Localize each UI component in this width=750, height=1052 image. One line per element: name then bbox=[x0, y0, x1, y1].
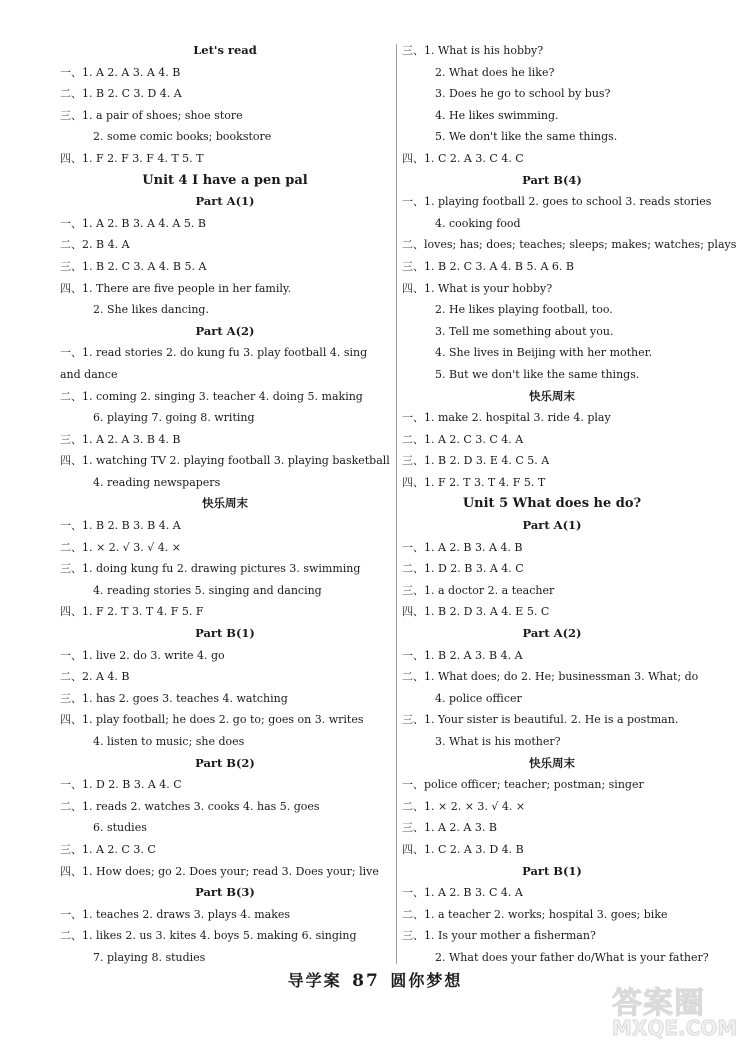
answer-line: 二、1. reads 2. watches 3. cooks 4. has 5. goes bbox=[60, 799, 320, 813]
answer-line: 一、1. make 2. hospital 3. ride 4. play bbox=[402, 411, 611, 425]
answer-line: 四、1. How does; go 2. Does your; read 3. Does your; live bbox=[60, 864, 379, 878]
section-heading: Part B(4) bbox=[522, 172, 582, 187]
answer-line: 5. But we don't like the same things. bbox=[435, 367, 640, 381]
answer-line: 一、1. B 2. B 3. B 4. A bbox=[60, 519, 181, 533]
answer-line: 三、1. What is his hobby? bbox=[402, 44, 544, 57]
section-heading: Part B(3) bbox=[195, 885, 255, 900]
answer-line: 一、1. read stories 2. do kung fu 3. play football 4. sing bbox=[60, 346, 368, 360]
answer-line: 4. She lives in Beijing with her mother. bbox=[435, 346, 653, 360]
answer-line: 二、1. A 2. C 3. C 4. A bbox=[402, 432, 524, 446]
answer-line: 一、1. A 2. B 3. A 4. B bbox=[402, 540, 523, 554]
section-heading: 快乐周末 bbox=[529, 755, 575, 770]
watermark-bottom-text: MXQE.COM bbox=[612, 1016, 738, 1040]
answer-line: 一、1. A 2. A 3. A 4. B bbox=[60, 65, 181, 79]
left-answer-column bbox=[60, 40, 390, 969]
answer-line: 二、1. likes 2. us 3. kites 4. boys 5. making 6. singing bbox=[60, 929, 357, 943]
answer-line: 四、1. What is your hobby? bbox=[402, 281, 553, 295]
answer-line: 二、1. What does; do 2. He; businessman 3. What; do bbox=[402, 670, 699, 684]
answer-line: 二、1. D 2. B 3. A 4. C bbox=[402, 562, 524, 576]
answer-line: 3. What is his mother? bbox=[435, 735, 561, 748]
section-heading: 快乐周末 bbox=[202, 496, 248, 511]
answer-line: 2. He likes playing football, too. bbox=[435, 303, 613, 317]
answer-line: 2. What does your father do/What is your father? bbox=[435, 950, 709, 964]
right-answer-column bbox=[402, 40, 737, 969]
watermark-logo bbox=[612, 978, 738, 1044]
answer-line: 一、1. D 2. B 3. A 4. C bbox=[60, 778, 182, 792]
answer-line: 一、1. playing football 2. goes to school 3. reads stories bbox=[402, 195, 712, 209]
answer-line: 4. police officer bbox=[435, 691, 522, 705]
section-heading: Part B(2) bbox=[195, 755, 255, 770]
section-heading: Part A(2) bbox=[522, 626, 582, 641]
answer-line: 4. reading stories 5. singing and dancing bbox=[93, 583, 322, 597]
answer-line: 三、1. Is your mother a fisherman? bbox=[402, 929, 596, 943]
answer-line: 四、1. F 2. T 3. T 4. F 5. T bbox=[402, 475, 546, 489]
answer-line: 二、1. B 2. C 3. D 4. A bbox=[60, 87, 182, 101]
answer-line: 一、1. live 2. do 3. write 4. go bbox=[60, 648, 225, 662]
section-heading: Part B(1) bbox=[195, 626, 255, 641]
answer-line: 三、1. A 2. A 3. B bbox=[402, 821, 497, 835]
answer-line: 二、1. × 2. × 3. √ 4. × bbox=[402, 799, 526, 813]
unit-title: Unit 4 I have a pen pal bbox=[142, 172, 308, 188]
answer-line: 二、1. coming 2. singing 3. teacher 4. doing 5. making bbox=[60, 389, 363, 403]
answer-line: 5. We don't like the same things. bbox=[435, 130, 618, 144]
answer-line: 三、1. doing kung fu 2. drawing pictures 3. swimming bbox=[60, 562, 361, 576]
section-heading: Part B(1) bbox=[522, 863, 582, 878]
footer-brand-left: 导学案 bbox=[287, 971, 342, 990]
section-heading: 快乐周末 bbox=[529, 388, 575, 403]
footer-brand-right: 圆你梦想 bbox=[390, 971, 463, 990]
answer-line: 2. What does he like? bbox=[435, 65, 555, 79]
column-divider bbox=[396, 44, 397, 964]
answer-line: 四、1. C 2. A 3. D 4. B bbox=[402, 842, 524, 856]
answer-line: 3. Tell me something about you. bbox=[435, 324, 614, 338]
answer-line: 四、1. F 2. F 3. F 4. T 5. T bbox=[60, 151, 204, 165]
answer-line: and dance bbox=[60, 367, 118, 381]
answer-line: 三、1. B 2. C 3. A 4. B 5. A 6. B bbox=[402, 259, 574, 273]
answer-line: 4. listen to music; she does bbox=[93, 735, 245, 748]
answer-line: 三、1. B 2. D 3. E 4. C 5. A bbox=[402, 454, 550, 468]
section-heading: Part A(2) bbox=[195, 323, 255, 338]
answer-line: 三、1. a doctor 2. a teacher bbox=[402, 583, 555, 597]
answer-line: 4. cooking food bbox=[435, 216, 521, 230]
answer-line: 二、2. B 4. A bbox=[60, 238, 130, 252]
answer-line: 二、1. × 2. √ 3. √ 4. × bbox=[60, 540, 181, 554]
answer-line: 一、1. teaches 2. draws 3. plays 4. makes bbox=[60, 907, 291, 921]
answer-line: 二、1. a teacher 2. works; hospital 3. goes; bike bbox=[402, 907, 668, 921]
answer-line: 4. reading newspapers bbox=[93, 475, 221, 489]
answer-line: 3. Does he go to school by bus? bbox=[435, 87, 611, 101]
answer-line: 三、1. A 2. A 3. B 4. B bbox=[60, 432, 181, 446]
answer-line: 一、1. A 2. B 3. A 4. A 5. B bbox=[60, 216, 206, 230]
answer-line: 2. She likes dancing. bbox=[93, 303, 209, 317]
section-heading: Part A(1) bbox=[195, 194, 255, 209]
section-heading: Part A(1) bbox=[522, 518, 582, 533]
section-heading: Let's read bbox=[193, 43, 257, 57]
answer-line: 四、1. play football; he does 2. go to; goes on 3. writes bbox=[60, 713, 364, 727]
answer-line: 2. some comic books; bookstore bbox=[93, 130, 272, 144]
watermark-top-text: 答案圈 bbox=[612, 986, 705, 1021]
answer-line: 四、1. B 2. D 3. A 4. E 5. C bbox=[402, 605, 550, 619]
answer-line: 四、1. watching TV 2. playing football 3. playing basketball bbox=[60, 454, 390, 468]
answer-line: 6. studies bbox=[93, 821, 147, 835]
answer-line: 四、1. F 2. T 3. T 4. F 5. F bbox=[60, 605, 204, 619]
answer-line: 7. playing 8. studies bbox=[93, 950, 206, 964]
page-number: 87 bbox=[352, 971, 380, 991]
answer-line: 四、1. C 2. A 3. C 4. C bbox=[402, 151, 524, 165]
answer-line: 一、police officer; teacher; postman; singer bbox=[402, 778, 644, 792]
answer-line: 6. playing 7. going 8. writing bbox=[93, 411, 255, 425]
answer-line: 三、1. has 2. goes 3. teaches 4. watching bbox=[60, 691, 288, 705]
answer-line: 4. He likes swimming. bbox=[435, 108, 559, 122]
answer-line: 一、1. B 2. A 3. B 4. A bbox=[402, 648, 523, 662]
answer-line: 三、1. B 2. C 3. A 4. B 5. A bbox=[60, 259, 207, 273]
answer-line: 二、2. A 4. B bbox=[60, 670, 130, 684]
answer-line: 三、1. Your sister is beautiful. 2. He is a postman. bbox=[402, 713, 679, 727]
answer-line: 二、loves; has; does; teaches; sleeps; makes; watches; plays bbox=[402, 238, 737, 252]
answer-line: 四、1. There are five people in her family. bbox=[60, 281, 292, 295]
answer-line: 三、1. A 2. C 3. C bbox=[60, 842, 156, 856]
unit-title: Unit 5 What does he do? bbox=[462, 496, 642, 512]
answer-line: 三、1. a pair of shoes; shoe store bbox=[60, 108, 243, 122]
answer-line: 一、1. A 2. B 3. C 4. A bbox=[402, 886, 523, 900]
